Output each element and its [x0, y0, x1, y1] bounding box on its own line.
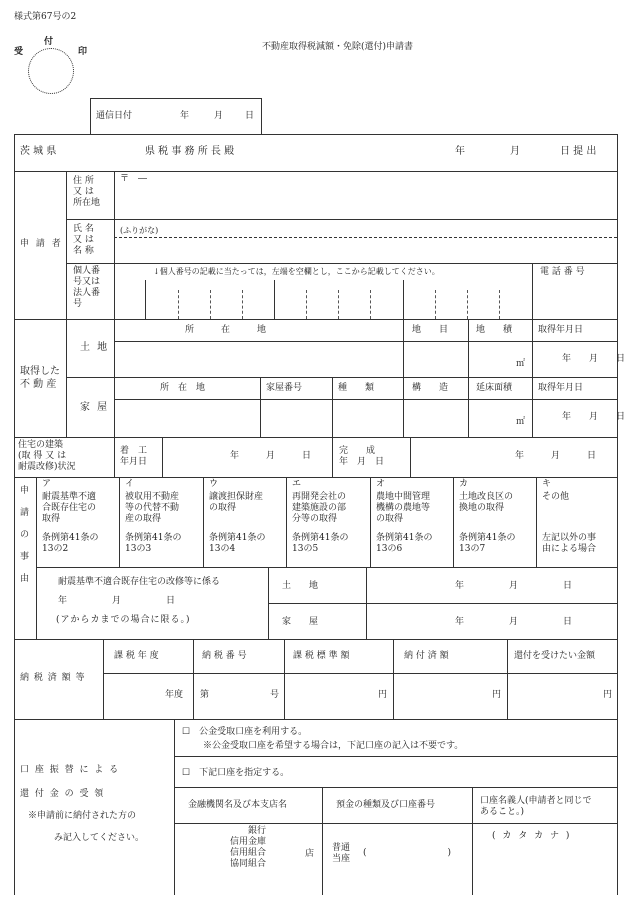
account-types: 普通 当座 — [332, 843, 351, 864]
tax-label: 納 税 済 額 等 — [20, 673, 86, 683]
application-form-page: 様式第67号の2 受 付 印 不動産取得税減額・免除(還付)申請書 通信日付 年 月 日 茨 城 県 県 税 事 務 所 長 殿 年 月 日 提 出 申 請 者 住 所 又 は 所在地 〒 ― 氏 名 又 は 名 称 (ふりがな) 個人番 号又は 法人番 号 ↓個人番号の記載に当たっては，左端を空欄とし，ここから記載してください。 電 話 番 号 取得した 不 動 産 土 地 所 在 地 地 目 地 積 取得年月日 ㎡ 年 月 日 家 屋 所 在 地 家屋番号 種 類 構 造 延床面積 取得年月日 ㎡ 年 月 日 住宅の建築 (取 得 又 は 耐震改修)状況 着 工 年月日 年 月 日 完 成 年 月 日 年 月 日 申 請 の 事 由 ア 耐震基準不適 合既存住宅の 取得 条例第41条の 13の2 イ 被収用不動産 等の代替不動 産の取得 条例第41条の 13の3 ウ 譲渡担保財産 の取得 条例第41条の 13の4 エ 再開発会社の 建築施設の部 分等の取得 条例第41条の 13の5 オ 農地中間管理 機構の農地等 の取得 条例第41条の 13の6 カ 土地改良区の 換地の取得 条例第41条の 13の7 キ その他 左記以外の事 由による場合 耐震基準不適合既存住宅の改修等に係る 年 月 日 (アからカまでの場合に限る。) 土 地 年 月 日 家 屋 年 月 日 納 税 済 額 等 課 税 年 度 納 税 番 号 課 税 標 準 額 納 付 済 額 還付を受けたい金額 年度 第 号 円 円 円 口 座 振 替 に よ る 還 付 金 の 受 領 ※申請前に納付された方の み記入してください。 ☐ 公金受取口座を利用する。 ※公金受取口座を希望する場合は，下記口座の記入は不要です。 ☐ 下記口座を指定する。 金融機関名及び本支店名 預金の種類及び口座番号 口座名義人(申請者と同じで あること。) ( カ タ カ ナ ) 銀行 信用金庫 信用組合 協同組合 店 普通 当座 ( ) — [0, 0, 630, 915]
reasons-label: 申 請 の 事 由 — [20, 486, 30, 584]
postal-code: 〒 ― — [120, 174, 148, 184]
applicant-label: 申 請 者 — [20, 239, 63, 249]
account-holder-label: 口座名義人(申請者と同じで あること。) — [480, 796, 592, 817]
prefecture: 茨 城 県 — [20, 146, 57, 157]
form-number: 様式第67号の2 — [14, 12, 77, 22]
public-account-option[interactable]: ☐ 公金受取口座を利用する。 — [182, 727, 308, 737]
construction-label: 住宅の建築 (取 得 又 は 耐震改修)状況 — [18, 440, 76, 472]
limit-note: (アからカまでの場合に限る。) — [56, 615, 191, 625]
complete-date-label: 完 成 年 月 日 — [339, 446, 385, 467]
address-label: 住 所 又 は 所在地 — [73, 176, 101, 208]
phone-label: 電 話 番 号 — [540, 267, 585, 277]
institution-types: 銀行 信用金庫 信用組合 協同組合 — [230, 826, 267, 869]
reception-stamp-area: 受 付 印 — [14, 36, 104, 98]
number-label: 個人番 号又は 法人番 号 — [73, 266, 101, 309]
submit-date: 日 提 出 — [560, 146, 597, 157]
office-name: 県 税 事 務 所 長 殿 — [145, 146, 235, 157]
start-date-label: 着 工 年月日 — [120, 446, 148, 467]
name-label: 氏 名 又 は 名 称 — [73, 224, 94, 256]
seismic-note: 耐震基準不適合既存住宅の改修等に係る — [58, 577, 221, 587]
number-note: ↓個人番号の記載に当たっては，左端を空欄とし，ここから記載してください。 — [153, 267, 440, 276]
form-title: 不動産取得税減額・免除(還付)申請書 — [262, 42, 414, 52]
land-label: 土 地 — [80, 342, 110, 353]
designated-account-option[interactable]: ☐ 下記口座を指定する。 — [182, 768, 290, 778]
house-label: 家 屋 — [80, 402, 110, 413]
property-label: 取得した 不 動 産 — [20, 366, 60, 390]
furigana-label: (ふりがな) — [120, 226, 159, 235]
stamp-circle — [28, 48, 74, 94]
